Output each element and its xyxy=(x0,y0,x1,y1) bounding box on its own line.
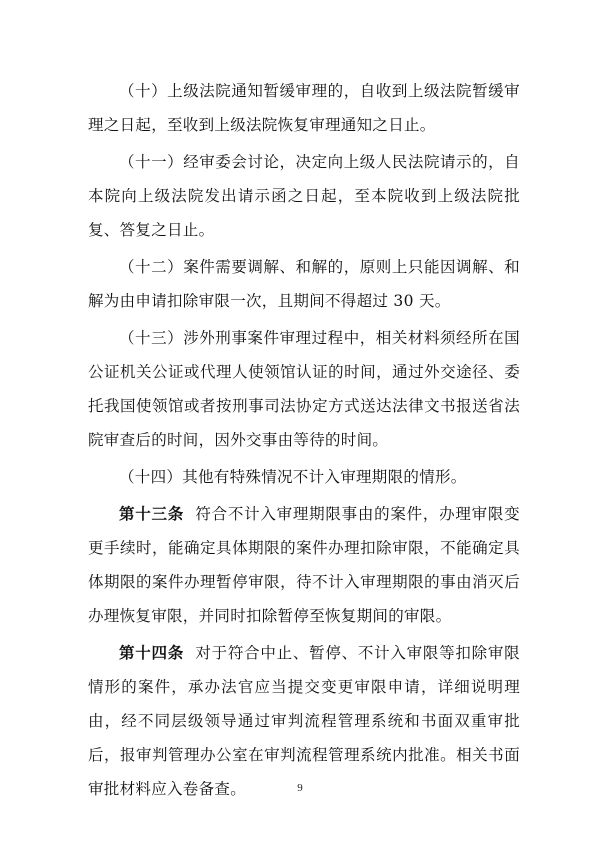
paragraph-text: （十三）涉外刑事案件审理过程中，相关材料须经所在国公证机关公证或代理人使领馆认证的时间，通过外交途径、委托我国使领馆或者按刑事司法协定方式送达法律文书报送省法院审查后的时间，因外交事由等待的时间。 xyxy=(88,329,520,449)
paragraph-item-10 xyxy=(88,74,520,142)
paragraph-item-13 xyxy=(88,321,520,457)
article-text: 对于符合中止、暂停、不计入审限等扣除审限情形的案件，承办法官应当提交变更审限申请，详细说明理由，经不同层级领导通过审判流程管理系统和书面双重审批后，报审判管理办公室在审判流程管理系统内批准。相关书面审批材料应入卷备查。 xyxy=(88,644,520,798)
page-number: 9 xyxy=(297,782,303,794)
article-text: 符合不计入审理期限事由的案件，办理审限变更手续时，能确定具体期限的案件办理扣除审限，不能确定具体期限的案件办理暂停审限，待不计入审理期限的事由消灭后办理恢复审限，并同时扣除暂停至恢复期间的审限。 xyxy=(88,505,520,625)
article-14 xyxy=(88,636,520,806)
article-13 xyxy=(88,497,520,633)
paragraph-text: （十四）其他有特殊情况不计入审理期限的情形。 xyxy=(119,468,467,486)
paragraph-item-12 xyxy=(88,250,520,318)
paragraph-text: （十）上级法院通知暂缓审理的，自收到上级法院暂缓审理之日起，至收到上级法院恢复审理通知之日止。 xyxy=(88,82,520,134)
paragraph-text: （十二）案件需要调解、和解的，原则上只能因调解、和解为由申请扣除审限一次，且期间不得超过 30 天。 xyxy=(88,258,520,310)
article-number: 第十三条 xyxy=(119,505,185,523)
document-body xyxy=(88,74,520,806)
paragraph-item-11 xyxy=(88,145,520,247)
paragraph-text: （十一）经审委会讨论，决定向上级人民法院请示的，自本院向上级法院发出请示函之日起，至本院收到上级法院批复、答复之日止。 xyxy=(88,153,520,239)
paragraph-item-14 xyxy=(88,460,520,494)
article-number: 第十四条 xyxy=(119,644,185,662)
